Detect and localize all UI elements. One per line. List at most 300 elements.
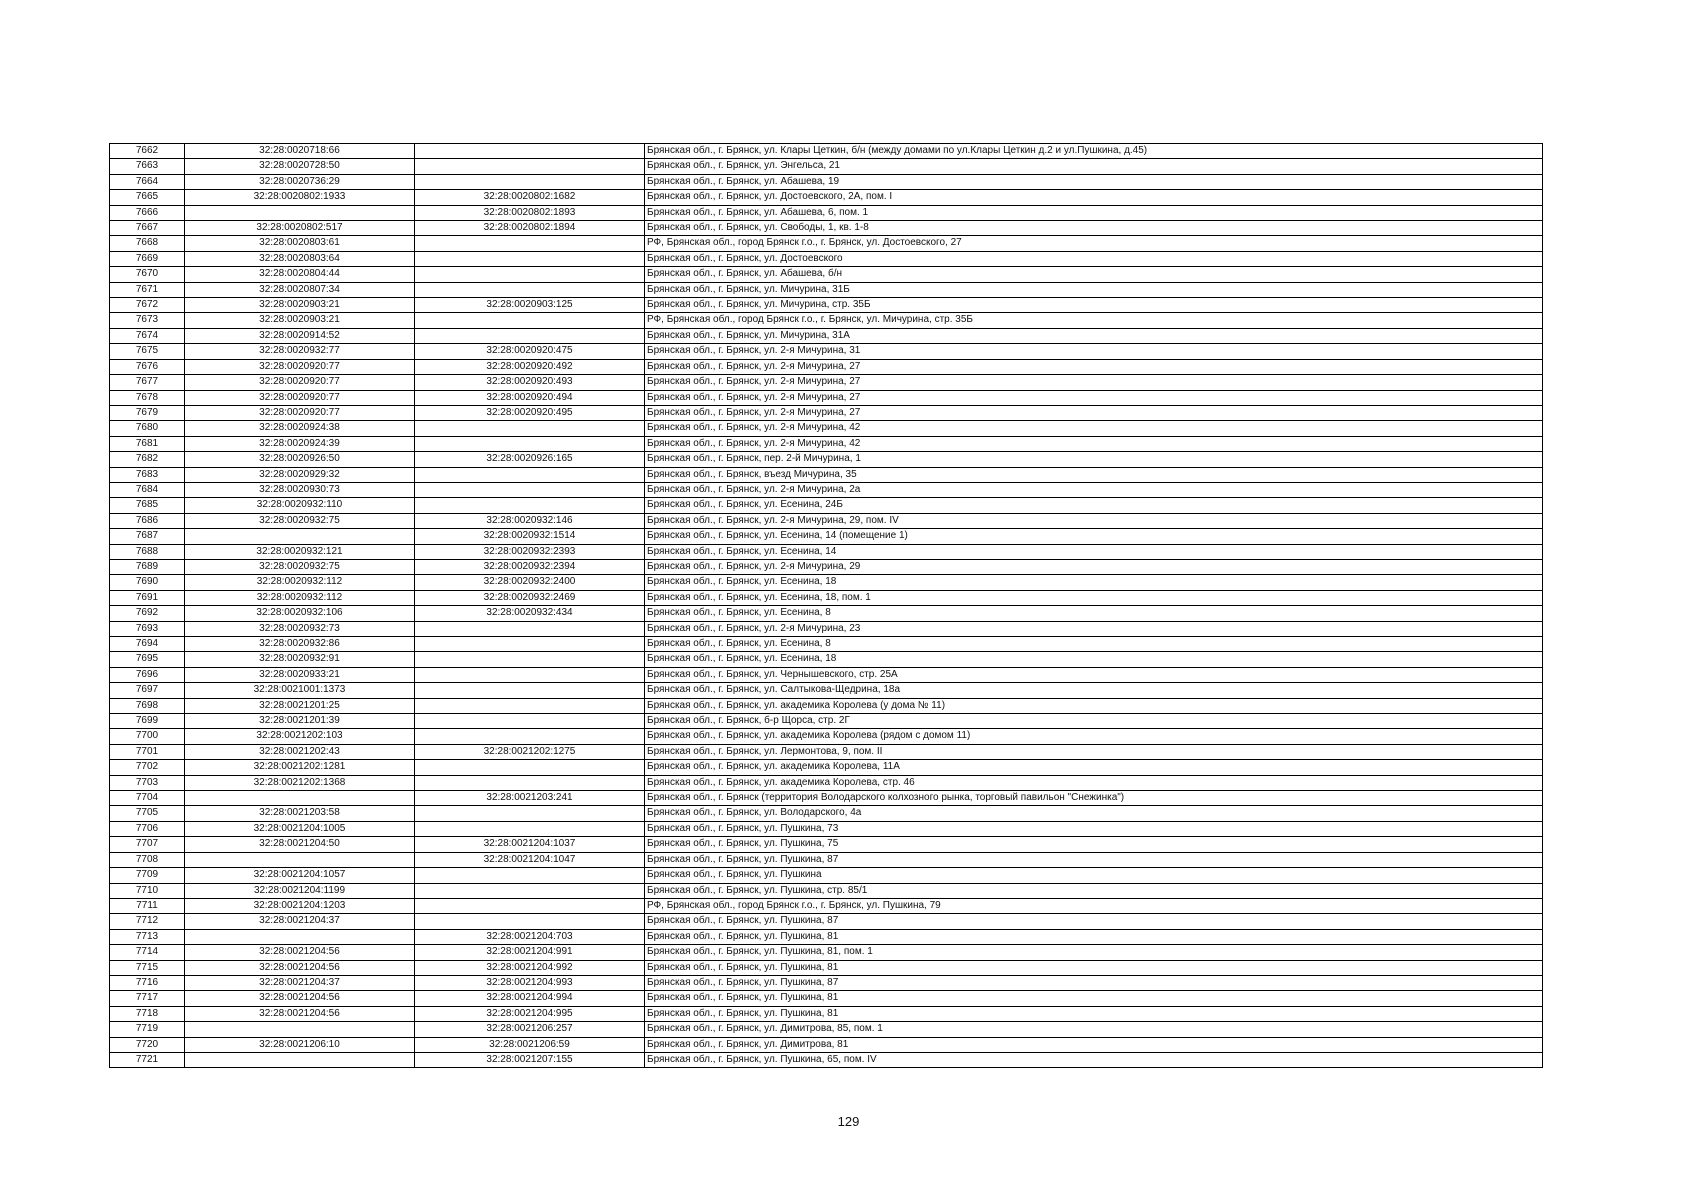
cell-record-number: 7678 [110, 390, 185, 405]
cell-object-cadastral-number: 32:28:0020920:493 [415, 375, 645, 390]
table-row [110, 452, 1543, 467]
table-row [110, 421, 1543, 436]
cell-address: Брянская обл., г. Брянск, ул. Энгельса, 21 [645, 159, 1543, 174]
table-row [110, 436, 1543, 451]
cell-record-number: 7672 [110, 298, 185, 313]
cell-cadastral-number: 32:28:0021204:1203 [185, 898, 415, 913]
table-row [110, 267, 1543, 282]
table-row [110, 144, 1543, 159]
cell-record-number: 7667 [110, 221, 185, 236]
cell-address: Брянская обл., г. Брянск, ул. 2-я Мичурина, 2а [645, 482, 1543, 497]
cell-record-number: 7715 [110, 960, 185, 975]
cell-address: Брянская обл., г. Брянск, ул. Есенина, 14 (помещение 1) [645, 529, 1543, 544]
table-row [110, 559, 1543, 574]
cell-object-cadastral-number [415, 637, 645, 652]
cell-cadastral-number: 32:28:0020736:29 [185, 174, 415, 189]
table-row [110, 914, 1543, 929]
cell-record-number: 7714 [110, 945, 185, 960]
table-row [110, 513, 1543, 528]
cell-object-cadastral-number: 32:28:0021204:703 [415, 929, 645, 944]
cell-record-number: 7708 [110, 852, 185, 867]
cell-object-cadastral-number [415, 282, 645, 297]
cell-object-cadastral-number: 32:28:0020802:1682 [415, 190, 645, 205]
cell-object-cadastral-number: 32:28:0021204:995 [415, 1006, 645, 1021]
cell-record-number: 7705 [110, 806, 185, 821]
cell-cadastral-number: 32:28:0020802:517 [185, 221, 415, 236]
cell-record-number: 7704 [110, 791, 185, 806]
cell-object-cadastral-number: 32:28:0021206:257 [415, 1022, 645, 1037]
cell-object-cadastral-number: 32:28:0020903:125 [415, 298, 645, 313]
cell-cadastral-number: 32:28:0020926:50 [185, 452, 415, 467]
cell-record-number: 7701 [110, 744, 185, 759]
table-row [110, 821, 1543, 836]
table-row [110, 328, 1543, 343]
cell-address: Брянская обл., г. Брянск, ул. Пушкина, 87 [645, 852, 1543, 867]
cell-address: Брянская обл., г. Брянск, ул. академика Королева, 11А [645, 760, 1543, 775]
cell-cadastral-number: 32:28:0020933:21 [185, 667, 415, 682]
cell-address: РФ, Брянская обл., город Брянск г.о., г. Брянск, ул. Пушкина, 79 [645, 898, 1543, 913]
table-row [110, 529, 1543, 544]
table-row [110, 498, 1543, 513]
cell-record-number: 7699 [110, 714, 185, 729]
cell-object-cadastral-number: 32:28:0020932:2469 [415, 590, 645, 605]
cell-address: Брянская обл., г. Брянск, ул. Пушкина, 87 [645, 914, 1543, 929]
table-row [110, 975, 1543, 990]
cell-address: Брянская обл., г. Брянск, ул. 2-я Мичурина, 23 [645, 621, 1543, 636]
cell-cadastral-number: 32:28:0021202:43 [185, 744, 415, 759]
cell-address: Брянская обл., г. Брянск, ул. Достоевского [645, 251, 1543, 266]
cell-address: Брянская обл., г. Брянск, ул. Пушкина, 87 [645, 975, 1543, 990]
table-row [110, 1052, 1543, 1067]
cell-object-cadastral-number [415, 914, 645, 929]
cell-address: Брянская обл., г. Брянск, ул. Абашева, 6, пом. 1 [645, 205, 1543, 220]
cell-address: Брянская обл., г. Брянск, б-р Щорса, стр. 2Г [645, 714, 1543, 729]
cell-object-cadastral-number [415, 729, 645, 744]
cell-address: Брянская обл., г. Брянск, ул. Достоевского, 2А, пом. I [645, 190, 1543, 205]
cell-address: Брянская обл., г. Брянск, ул. Есенина, 18 [645, 575, 1543, 590]
cell-cadastral-number: 32:28:0021204:56 [185, 991, 415, 1006]
cell-object-cadastral-number [415, 498, 645, 513]
cell-address: Брянская обл., г. Брянск, ул. Пушкина [645, 868, 1543, 883]
cell-object-cadastral-number [415, 698, 645, 713]
cell-cadastral-number: 32:28:0020920:77 [185, 405, 415, 420]
cell-record-number: 7702 [110, 760, 185, 775]
cell-record-number: 7695 [110, 652, 185, 667]
cell-object-cadastral-number [415, 267, 645, 282]
cell-address: Брянская обл., г. Брянск, ул. Есенина, 8 [645, 637, 1543, 652]
registry-sheet [109, 143, 1542, 1068]
cell-address: Брянская обл., г. Брянск, ул. Свободы, 1, кв. 1-8 [645, 221, 1543, 236]
table-row [110, 744, 1543, 759]
cell-cadastral-number: 32:28:0020803:61 [185, 236, 415, 251]
table-row [110, 806, 1543, 821]
cell-cadastral-number: 32:28:0020807:34 [185, 282, 415, 297]
cell-cadastral-number: 32:28:0021204:1005 [185, 821, 415, 836]
cell-cadastral-number: 32:28:0021204:50 [185, 837, 415, 852]
cell-record-number: 7709 [110, 868, 185, 883]
cell-object-cadastral-number [415, 775, 645, 790]
cell-address: Брянская обл., г. Брянск, ул. Пушкина, 73 [645, 821, 1543, 836]
table-row [110, 775, 1543, 790]
page-number: 129 [837, 1114, 860, 1129]
cell-object-cadastral-number: 32:28:0020932:434 [415, 606, 645, 621]
table-row [110, 868, 1543, 883]
cell-cadastral-number: 32:28:0020932:112 [185, 575, 415, 590]
cell-record-number: 7676 [110, 359, 185, 374]
cell-record-number: 7682 [110, 452, 185, 467]
cell-cadastral-number: 32:28:0020932:91 [185, 652, 415, 667]
cell-record-number: 7706 [110, 821, 185, 836]
cell-object-cadastral-number [415, 621, 645, 636]
table-row [110, 714, 1543, 729]
cell-record-number: 7680 [110, 421, 185, 436]
cell-record-number: 7698 [110, 698, 185, 713]
cell-cadastral-number: 32:28:0020932:112 [185, 590, 415, 605]
cell-cadastral-number [185, 852, 415, 867]
cell-object-cadastral-number [415, 421, 645, 436]
cell-object-cadastral-number: 32:28:0020920:492 [415, 359, 645, 374]
cell-record-number: 7691 [110, 590, 185, 605]
table-row [110, 298, 1543, 313]
cell-cadastral-number: 32:28:0020728:50 [185, 159, 415, 174]
table-row [110, 174, 1543, 189]
cell-object-cadastral-number: 32:28:0021204:994 [415, 991, 645, 1006]
cell-address: РФ, Брянская обл., город Брянск г.о., г. Брянск, ул. Достоевского, 27 [645, 236, 1543, 251]
table-row [110, 991, 1543, 1006]
cell-record-number: 7719 [110, 1022, 185, 1037]
table-row [110, 467, 1543, 482]
cell-record-number: 7670 [110, 267, 185, 282]
cell-record-number: 7674 [110, 328, 185, 343]
cell-record-number: 7677 [110, 375, 185, 390]
cell-cadastral-number: 32:28:0020932:75 [185, 559, 415, 574]
cell-object-cadastral-number [415, 652, 645, 667]
table-row [110, 791, 1543, 806]
cell-cadastral-number: 32:28:0020932:106 [185, 606, 415, 621]
cell-address: Брянская обл., г. Брянск, ул. Есенина, 18 [645, 652, 1543, 667]
cell-object-cadastral-number [415, 821, 645, 836]
cell-address: Брянская обл., г. Брянск, ул. Мичурина, 31Б [645, 282, 1543, 297]
cell-address: Брянская обл., г. Брянск, ул. 2-я Мичурина, 29 [645, 559, 1543, 574]
cell-object-cadastral-number [415, 159, 645, 174]
cell-record-number: 7687 [110, 529, 185, 544]
cell-record-number: 7681 [110, 436, 185, 451]
cell-cadastral-number [185, 1052, 415, 1067]
cell-cadastral-number: 32:28:0021204:37 [185, 975, 415, 990]
cell-cadastral-number [185, 929, 415, 944]
cell-object-cadastral-number: 32:28:0020932:2400 [415, 575, 645, 590]
cell-record-number: 7696 [110, 667, 185, 682]
cell-object-cadastral-number [415, 883, 645, 898]
cell-cadastral-number [185, 205, 415, 220]
cell-address: Брянская обл., г. Брянск (территория Володарского колхозного рынка, торговый павильон "Снежинка") [645, 791, 1543, 806]
table-row [110, 221, 1543, 236]
table-row [110, 960, 1543, 975]
cell-object-cadastral-number: 32:28:0020932:1514 [415, 529, 645, 544]
cell-address: Брянская обл., г. Брянск, ул. Салтыкова-Щедрина, 18а [645, 683, 1543, 698]
cell-cadastral-number: 32:28:0020920:77 [185, 375, 415, 390]
table-row [110, 359, 1543, 374]
cell-address: Брянская обл., г. Брянск, ул. Пушкина, 81 [645, 929, 1543, 944]
cell-cadastral-number: 32:28:0020802:1933 [185, 190, 415, 205]
cell-object-cadastral-number [415, 328, 645, 343]
cell-address: Брянская обл., г. Брянск, ул. 2-я Мичурина, 42 [645, 421, 1543, 436]
cell-cadastral-number: 32:28:0020914:52 [185, 328, 415, 343]
cell-cadastral-number: 32:28:0020932:121 [185, 544, 415, 559]
cell-cadastral-number: 32:28:0020804:44 [185, 267, 415, 282]
table-row [110, 898, 1543, 913]
cell-object-cadastral-number: 32:28:0020920:494 [415, 390, 645, 405]
registry-table-body [110, 144, 1543, 1068]
cell-object-cadastral-number: 32:28:0021202:1275 [415, 744, 645, 759]
cell-address: Брянская обл., г. Брянск, ул. Пушкина, 81, пом. 1 [645, 945, 1543, 960]
table-row [110, 837, 1543, 852]
cell-address: Брянская обл., г. Брянск, ул. 2-я Мичурина, 27 [645, 405, 1543, 420]
table-row [110, 667, 1543, 682]
cell-cadastral-number: 32:28:0021204:1057 [185, 868, 415, 883]
table-row [110, 405, 1543, 420]
cell-address: Брянская обл., г. Брянск, ул. Абашева, б/н [645, 267, 1543, 282]
cell-object-cadastral-number [415, 760, 645, 775]
cell-object-cadastral-number [415, 482, 645, 497]
cell-object-cadastral-number: 32:28:0020932:146 [415, 513, 645, 528]
cell-record-number: 7673 [110, 313, 185, 328]
table-row [110, 590, 1543, 605]
cell-record-number: 7707 [110, 837, 185, 852]
table-row [110, 760, 1543, 775]
cell-address: РФ, Брянская обл., город Брянск г.о., г. Брянск, ул. Мичурина, стр. 35Б [645, 313, 1543, 328]
cell-record-number: 7683 [110, 467, 185, 482]
cell-object-cadastral-number [415, 806, 645, 821]
cell-record-number: 7668 [110, 236, 185, 251]
cell-address: Брянская обл., г. Брянск, ул. академика Королева, стр. 46 [645, 775, 1543, 790]
cell-object-cadastral-number: 32:28:0020920:495 [415, 405, 645, 420]
cell-cadastral-number: 32:28:0021202:1368 [185, 775, 415, 790]
table-row [110, 606, 1543, 621]
table-row [110, 729, 1543, 744]
table-row [110, 575, 1543, 590]
cell-cadastral-number: 32:28:0020924:39 [185, 436, 415, 451]
cell-cadastral-number: 32:28:0021201:39 [185, 714, 415, 729]
cell-address: Брянская обл., г. Брянск, ул. Есенина, 18, пом. 1 [645, 590, 1543, 605]
cell-record-number: 7686 [110, 513, 185, 528]
cell-object-cadastral-number [415, 313, 645, 328]
cell-cadastral-number: 32:28:0021206:10 [185, 1037, 415, 1052]
cell-address: Брянская обл., г. Брянск, ул. академика Королева (рядом с домом 11) [645, 729, 1543, 744]
cell-address: Брянская обл., г. Брянск, ул. 2-я Мичурина, 29, пом. IV [645, 513, 1543, 528]
cell-address: Брянская обл., г. Брянск, ул. Чернышевского, стр. 25А [645, 667, 1543, 682]
table-row [110, 698, 1543, 713]
cell-record-number: 7717 [110, 991, 185, 1006]
cell-record-number: 7666 [110, 205, 185, 220]
cell-cadastral-number: 32:28:0020803:64 [185, 251, 415, 266]
table-row [110, 313, 1543, 328]
cell-record-number: 7692 [110, 606, 185, 621]
cell-record-number: 7700 [110, 729, 185, 744]
table-row [110, 375, 1543, 390]
cell-address: Брянская обл., г. Брянск, ул. 2-я Мичурина, 42 [645, 436, 1543, 451]
cell-cadastral-number: 32:28:0021203:58 [185, 806, 415, 821]
cell-record-number: 7721 [110, 1052, 185, 1067]
cell-object-cadastral-number: 32:28:0021207:155 [415, 1052, 645, 1067]
table-row [110, 1037, 1543, 1052]
cell-object-cadastral-number [415, 898, 645, 913]
cell-record-number: 7694 [110, 637, 185, 652]
cell-cadastral-number: 32:28:0021204:37 [185, 914, 415, 929]
cell-object-cadastral-number: 32:28:0020932:2394 [415, 559, 645, 574]
registry-table [109, 143, 1543, 1068]
cell-object-cadastral-number: 32:28:0020802:1893 [415, 205, 645, 220]
cell-address: Брянская обл., г. Брянск, ул. Володарского, 4а [645, 806, 1543, 821]
cell-address: Брянская обл., г. Брянск, ул. 2-я Мичурина, 27 [645, 359, 1543, 374]
cell-address: Брянская обл., г. Брянск, ул. Мичурина, стр. 35Б [645, 298, 1543, 313]
cell-object-cadastral-number: 32:28:0020920:475 [415, 344, 645, 359]
cell-address: Брянская обл., г. Брянск, ул. 2-я Мичурина, 31 [645, 344, 1543, 359]
cell-cadastral-number: 32:28:0021204:1199 [185, 883, 415, 898]
cell-object-cadastral-number [415, 667, 645, 682]
cell-cadastral-number: 32:28:0021204:56 [185, 1006, 415, 1021]
cell-address: Брянская обл., г. Брянск, ул. 2-я Мичурина, 27 [645, 390, 1543, 405]
cell-record-number: 7662 [110, 144, 185, 159]
table-row [110, 544, 1543, 559]
cell-address: Брянская обл., г. Брянск, въезд Мичурина, 35 [645, 467, 1543, 482]
cell-cadastral-number: 32:28:0021204:56 [185, 945, 415, 960]
cell-record-number: 7688 [110, 544, 185, 559]
cell-address: Брянская обл., г. Брянск, ул. Пушкина, 81 [645, 991, 1543, 1006]
cell-address: Брянская обл., г. Брянск, ул. Абашева, 19 [645, 174, 1543, 189]
cell-address: Брянская обл., г. Брянск, ул. Есенина, 24Б [645, 498, 1543, 513]
table-row [110, 683, 1543, 698]
cell-record-number: 7713 [110, 929, 185, 944]
cell-object-cadastral-number: 32:28:0021204:1037 [415, 837, 645, 852]
cell-cadastral-number: 32:28:0021201:25 [185, 698, 415, 713]
cell-record-number: 7703 [110, 775, 185, 790]
table-row [110, 929, 1543, 944]
cell-object-cadastral-number [415, 251, 645, 266]
cell-record-number: 7684 [110, 482, 185, 497]
cell-record-number: 7663 [110, 159, 185, 174]
cell-record-number: 7675 [110, 344, 185, 359]
cell-address: Брянская обл., г. Брянск, пер. 2-й Мичурина, 1 [645, 452, 1543, 467]
cell-cadastral-number: 32:28:0021202:1281 [185, 760, 415, 775]
cell-address: Брянская обл., г. Брянск, ул. Димитрова, 81 [645, 1037, 1543, 1052]
cell-address: Брянская обл., г. Брянск, ул. Пушкина, 81 [645, 1006, 1543, 1021]
table-row [110, 652, 1543, 667]
table-row [110, 236, 1543, 251]
cell-record-number: 7669 [110, 251, 185, 266]
cell-address: Брянская обл., г. Брянск, ул. Пушкина, 81 [645, 960, 1543, 975]
cell-object-cadastral-number: 32:28:0021204:993 [415, 975, 645, 990]
table-row [110, 482, 1543, 497]
cell-record-number: 7664 [110, 174, 185, 189]
cell-cadastral-number [185, 1022, 415, 1037]
cell-record-number: 7679 [110, 405, 185, 420]
cell-address: Брянская обл., г. Брянск, ул. Пушкина, 65, пом. IV [645, 1052, 1543, 1067]
cell-cadastral-number: 32:28:0020924:38 [185, 421, 415, 436]
cell-address: Брянская обл., г. Брянск, ул. Есенина, 14 [645, 544, 1543, 559]
cell-cadastral-number: 32:28:0020932:77 [185, 344, 415, 359]
cell-object-cadastral-number: 32:28:0020802:1894 [415, 221, 645, 236]
cell-record-number: 7712 [110, 914, 185, 929]
cell-cadastral-number: 32:28:0021204:56 [185, 960, 415, 975]
cell-cadastral-number [185, 791, 415, 806]
cell-object-cadastral-number: 32:28:0021204:992 [415, 960, 645, 975]
table-row [110, 282, 1543, 297]
cell-record-number: 7693 [110, 621, 185, 636]
table-row [110, 390, 1543, 405]
cell-object-cadastral-number [415, 174, 645, 189]
cell-cadastral-number: 32:28:0020932:75 [185, 513, 415, 528]
cell-cadastral-number: 32:28:0020930:73 [185, 482, 415, 497]
cell-cadastral-number: 32:28:0020920:77 [185, 359, 415, 374]
cell-object-cadastral-number [415, 683, 645, 698]
cell-cadastral-number: 32:28:0020718:66 [185, 144, 415, 159]
cell-cadastral-number: 32:28:0021202:103 [185, 729, 415, 744]
cell-cadastral-number: 32:28:0020929:32 [185, 467, 415, 482]
cell-record-number: 7710 [110, 883, 185, 898]
cell-cadastral-number: 32:28:0020932:73 [185, 621, 415, 636]
cell-object-cadastral-number [415, 436, 645, 451]
cell-record-number: 7665 [110, 190, 185, 205]
table-row [110, 190, 1543, 205]
cell-record-number: 7689 [110, 559, 185, 574]
cell-object-cadastral-number [415, 236, 645, 251]
cell-address: Брянская обл., г. Брянск, ул. Пушкина, стр. 85/1 [645, 883, 1543, 898]
table-row [110, 852, 1543, 867]
table-row [110, 1022, 1543, 1037]
cell-object-cadastral-number [415, 467, 645, 482]
cell-cadastral-number: 32:28:0020932:110 [185, 498, 415, 513]
cell-cadastral-number: 32:28:0020903:21 [185, 313, 415, 328]
table-row [110, 637, 1543, 652]
cell-address: Брянская обл., г. Брянск, ул. Пушкина, 75 [645, 837, 1543, 852]
cell-object-cadastral-number: 32:28:0021203:241 [415, 791, 645, 806]
cell-object-cadastral-number: 32:28:0021204:1047 [415, 852, 645, 867]
cell-address: Брянская обл., г. Брянск, ул. Мичурина, 31А [645, 328, 1543, 343]
cell-address: Брянская обл., г. Брянск, ул. академика Королева (у дома № 11) [645, 698, 1543, 713]
table-row [110, 621, 1543, 636]
cell-record-number: 7718 [110, 1006, 185, 1021]
table-row [110, 344, 1543, 359]
cell-object-cadastral-number: 32:28:0021204:991 [415, 945, 645, 960]
cell-cadastral-number: 32:28:0021001:1373 [185, 683, 415, 698]
table-row [110, 251, 1543, 266]
cell-object-cadastral-number [415, 714, 645, 729]
cell-address: Брянская обл., г. Брянск, ул. Димитрова, 85, пом. 1 [645, 1022, 1543, 1037]
cell-record-number: 7685 [110, 498, 185, 513]
cell-cadastral-number: 32:28:0020932:86 [185, 637, 415, 652]
cell-record-number: 7697 [110, 683, 185, 698]
cell-address: Брянская обл., г. Брянск, ул. Клары Цеткин, б/н (между домами по ул.Клары Цеткин д.2 и ул.Пушкина, д.45) [645, 144, 1543, 159]
cell-cadastral-number [185, 529, 415, 544]
cell-cadastral-number: 32:28:0020903:21 [185, 298, 415, 313]
cell-cadastral-number: 32:28:0020920:77 [185, 390, 415, 405]
cell-object-cadastral-number: 32:28:0020926:165 [415, 452, 645, 467]
cell-record-number: 7716 [110, 975, 185, 990]
cell-record-number: 7690 [110, 575, 185, 590]
table-row [110, 205, 1543, 220]
cell-object-cadastral-number: 32:28:0021206:59 [415, 1037, 645, 1052]
cell-address: Брянская обл., г. Брянск, ул. 2-я Мичурина, 27 [645, 375, 1543, 390]
table-row [110, 159, 1543, 174]
cell-address: Брянская обл., г. Брянск, ул. Есенина, 8 [645, 606, 1543, 621]
cell-object-cadastral-number: 32:28:0020932:2393 [415, 544, 645, 559]
table-row [110, 1006, 1543, 1021]
cell-record-number: 7711 [110, 898, 185, 913]
cell-address: Брянская обл., г. Брянск, ул. Лермонтова, 9, пом. II [645, 744, 1543, 759]
cell-object-cadastral-number [415, 144, 645, 159]
table-row [110, 883, 1543, 898]
